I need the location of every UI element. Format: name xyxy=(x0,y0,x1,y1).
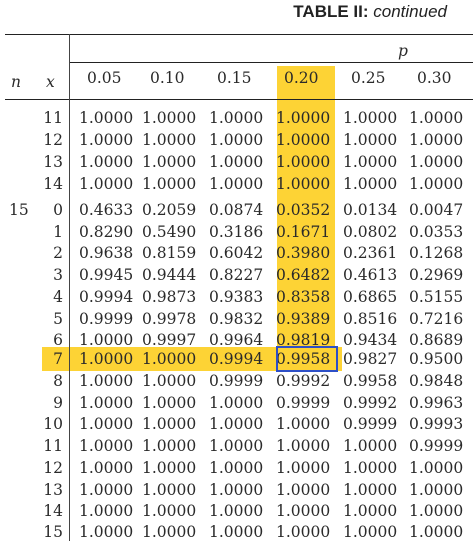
table-cell: 1.0000 xyxy=(79,481,134,499)
x-value: 11 xyxy=(43,437,63,455)
table-cell: 1.0000 xyxy=(343,153,398,171)
x-value: 10 xyxy=(43,415,63,433)
table-cell: 0.8516 xyxy=(343,310,398,328)
table-cell: 1.0000 xyxy=(343,459,398,477)
top-rule xyxy=(5,34,473,35)
x-value: 13 xyxy=(43,481,63,499)
table-cell: 1.0000 xyxy=(343,437,398,455)
table-cell: 0.9819 xyxy=(276,331,331,349)
table-cell: 0.9434 xyxy=(343,331,398,349)
table-cell: 1.0000 xyxy=(142,481,197,499)
table-cell: 0.8689 xyxy=(409,331,464,349)
table-cell: 1.0000 xyxy=(343,109,398,127)
table-cell: 0.9638 xyxy=(79,244,134,262)
table-cell: 0.5490 xyxy=(142,223,197,241)
table-cell: 0.8290 xyxy=(79,223,134,241)
table-cell: 0.9389 xyxy=(276,310,331,328)
table-title xyxy=(293,2,447,22)
table-cell: 0.2059 xyxy=(142,201,197,219)
table-cell: 0.9999 xyxy=(409,437,464,455)
x-value: 14 xyxy=(43,175,63,193)
table-cell: 1.0000 xyxy=(142,131,197,149)
table-cell: 0.0134 xyxy=(343,201,398,219)
table-cell: 0.2969 xyxy=(409,266,464,284)
table-cell: 1.0000 xyxy=(276,459,331,477)
table-cell: 1.0000 xyxy=(142,350,197,368)
x-header: x xyxy=(46,73,55,91)
table-cell: 1.0000 xyxy=(79,502,134,520)
table-cell: 0.1671 xyxy=(276,223,331,241)
table-cell: 0.6482 xyxy=(276,266,331,284)
p-value-header: 0.25 xyxy=(351,69,386,87)
table-cell: 1.0000 xyxy=(343,175,398,193)
table-cell: 1.0000 xyxy=(209,415,264,433)
table-cell: 1.0000 xyxy=(142,394,197,412)
selected-cell-box xyxy=(276,346,338,372)
table-cell: 0.9963 xyxy=(409,394,464,412)
table-cell: 1.0000 xyxy=(276,109,331,127)
table-cell: 1.0000 xyxy=(79,372,134,390)
table-cell: 0.9978 xyxy=(142,310,197,328)
p-value-header: 0.05 xyxy=(87,69,122,87)
table-cell: 1.0000 xyxy=(142,153,197,171)
table-cell: 1.0000 xyxy=(209,459,264,477)
table-cell: 1.0000 xyxy=(209,131,264,149)
table-cell: 0.0353 xyxy=(409,223,464,241)
table-cell: 1.0000 xyxy=(276,437,331,455)
table-cell: 0.2361 xyxy=(343,244,398,262)
column-divider xyxy=(69,34,70,541)
table-cell: 0.6865 xyxy=(343,288,398,306)
p-value-header: 0.30 xyxy=(417,69,452,87)
x-value: 8 xyxy=(53,372,63,390)
x-value: 11 xyxy=(43,109,63,127)
x-value: 15 xyxy=(43,523,63,541)
table-cell: 1.0000 xyxy=(209,481,264,499)
table-cell: 1.0000 xyxy=(409,175,464,193)
x-value: 2 xyxy=(53,244,63,262)
table-cell: 0.9873 xyxy=(142,288,197,306)
table-cell: 0.4633 xyxy=(79,201,134,219)
table-cell: 0.9992 xyxy=(276,372,331,390)
table-cell: 0.9992 xyxy=(343,394,398,412)
table-cell: 1.0000 xyxy=(409,523,464,541)
table-cell: 0.3186 xyxy=(209,223,264,241)
x-value: 12 xyxy=(43,459,63,477)
table-cell: 1.0000 xyxy=(79,523,134,541)
n-group-label: 15 xyxy=(9,201,29,219)
table-cell: 0.9964 xyxy=(209,331,264,349)
table-cell: 1.0000 xyxy=(142,175,197,193)
table-cell: 0.9958 xyxy=(343,372,398,390)
x-value: 5 xyxy=(53,310,63,328)
table-cell: 0.9383 xyxy=(209,288,264,306)
table-cell: 0.9832 xyxy=(209,310,264,328)
table-cell: 1.0000 xyxy=(276,523,331,541)
p-value-header: 0.15 xyxy=(217,69,252,87)
table-cell: 0.0047 xyxy=(409,201,464,219)
x-value: 0 xyxy=(53,201,63,219)
table-cell: 0.9999 xyxy=(343,415,398,433)
header-rule xyxy=(5,99,473,100)
table-cell: 1.0000 xyxy=(142,109,197,127)
table-cell: 1.0000 xyxy=(142,502,197,520)
table-cell: 0.0874 xyxy=(209,201,264,219)
table-cell: 1.0000 xyxy=(142,415,197,433)
table-cell: 1.0000 xyxy=(276,481,331,499)
table-cell: 0.1268 xyxy=(409,244,464,262)
table-cell: 0.9997 xyxy=(142,331,197,349)
table-cell: 1.0000 xyxy=(409,502,464,520)
table-cell: 0.9994 xyxy=(79,288,134,306)
table-cell: 1.0000 xyxy=(343,131,398,149)
table-cell: 0.9999 xyxy=(209,372,264,390)
table-title-bold: TABLE II: xyxy=(293,2,369,21)
x-value: 9 xyxy=(53,394,63,412)
table-cell: 1.0000 xyxy=(79,175,134,193)
table-cell: 1.0000 xyxy=(209,394,264,412)
table-cell: 1.0000 xyxy=(343,502,398,520)
table-cell: 0.9945 xyxy=(79,266,134,284)
table-cell: 0.9500 xyxy=(409,350,464,368)
x-value: 3 xyxy=(53,266,63,284)
x-value: 6 xyxy=(53,331,63,349)
table-cell: 0.0352 xyxy=(276,201,331,219)
p-value-header: 0.10 xyxy=(150,69,185,87)
table-cell: 1.0000 xyxy=(79,109,134,127)
p-rule xyxy=(70,62,473,63)
table-cell: 1.0000 xyxy=(209,109,264,127)
x-value: 7 xyxy=(53,350,63,368)
table-cell: 1.0000 xyxy=(79,331,134,349)
table-cell: 1.0000 xyxy=(409,131,464,149)
table-cell: 1.0000 xyxy=(209,153,264,171)
table-cell: 0.6042 xyxy=(209,244,264,262)
table-cell: 0.5155 xyxy=(409,288,464,306)
table-cell: 1.0000 xyxy=(276,175,331,193)
table-cell: 1.0000 xyxy=(409,109,464,127)
table-cell: 1.0000 xyxy=(343,481,398,499)
p-value-header: 0.20 xyxy=(284,69,319,87)
n-header: n xyxy=(11,73,21,91)
table-cell: 0.9444 xyxy=(142,266,197,284)
table-cell: 0.9999 xyxy=(276,394,331,412)
x-value: 1 xyxy=(53,223,63,241)
table-cell: 0.3980 xyxy=(276,244,331,262)
table-cell: 1.0000 xyxy=(142,459,197,477)
table-cell: 0.8159 xyxy=(142,244,197,262)
x-value: 14 xyxy=(43,502,63,520)
table-cell: 1.0000 xyxy=(79,437,134,455)
table-cell: 1.0000 xyxy=(79,350,134,368)
table-cell: 1.0000 xyxy=(343,523,398,541)
table-title-italic: continued xyxy=(373,2,447,21)
table-cell: 1.0000 xyxy=(209,523,264,541)
x-value: 12 xyxy=(43,131,63,149)
table-cell: 1.0000 xyxy=(142,372,197,390)
table-cell: 1.0000 xyxy=(79,153,134,171)
table-cell: 1.0000 xyxy=(142,437,197,455)
table-cell: 1.0000 xyxy=(79,459,134,477)
table-cell: 0.9827 xyxy=(343,350,398,368)
table-cell: 1.0000 xyxy=(276,415,331,433)
table-cell: 0.8358 xyxy=(276,288,331,306)
table-cell: 0.9999 xyxy=(79,310,134,328)
p-header: p xyxy=(398,42,408,60)
table-cell: 1.0000 xyxy=(79,415,134,433)
table-cell: 1.0000 xyxy=(209,175,264,193)
table-cell: 1.0000 xyxy=(276,153,331,171)
table-cell: 1.0000 xyxy=(209,502,264,520)
table-cell: 1.0000 xyxy=(409,153,464,171)
table-cell: 0.7216 xyxy=(409,310,464,328)
table-cell: 1.0000 xyxy=(409,459,464,477)
table-cell: 0.9994 xyxy=(209,350,264,368)
table-cell: 0.9993 xyxy=(409,415,464,433)
table-cell: 0.4613 xyxy=(343,266,398,284)
table-cell: 1.0000 xyxy=(79,131,134,149)
table-cell: 1.0000 xyxy=(276,502,331,520)
table-cell: 1.0000 xyxy=(276,131,331,149)
table-cell: 1.0000 xyxy=(409,481,464,499)
table-cell: 1.0000 xyxy=(142,523,197,541)
table-cell: 0.8227 xyxy=(209,266,264,284)
table-cell: 1.0000 xyxy=(209,437,264,455)
table-cell: 0.9848 xyxy=(409,372,464,390)
x-value: 13 xyxy=(43,153,63,171)
x-value: 4 xyxy=(53,288,63,306)
table-cell: 0.0802 xyxy=(343,223,398,241)
table-cell: 0.9958 xyxy=(276,350,331,368)
table-cell: 1.0000 xyxy=(79,394,134,412)
